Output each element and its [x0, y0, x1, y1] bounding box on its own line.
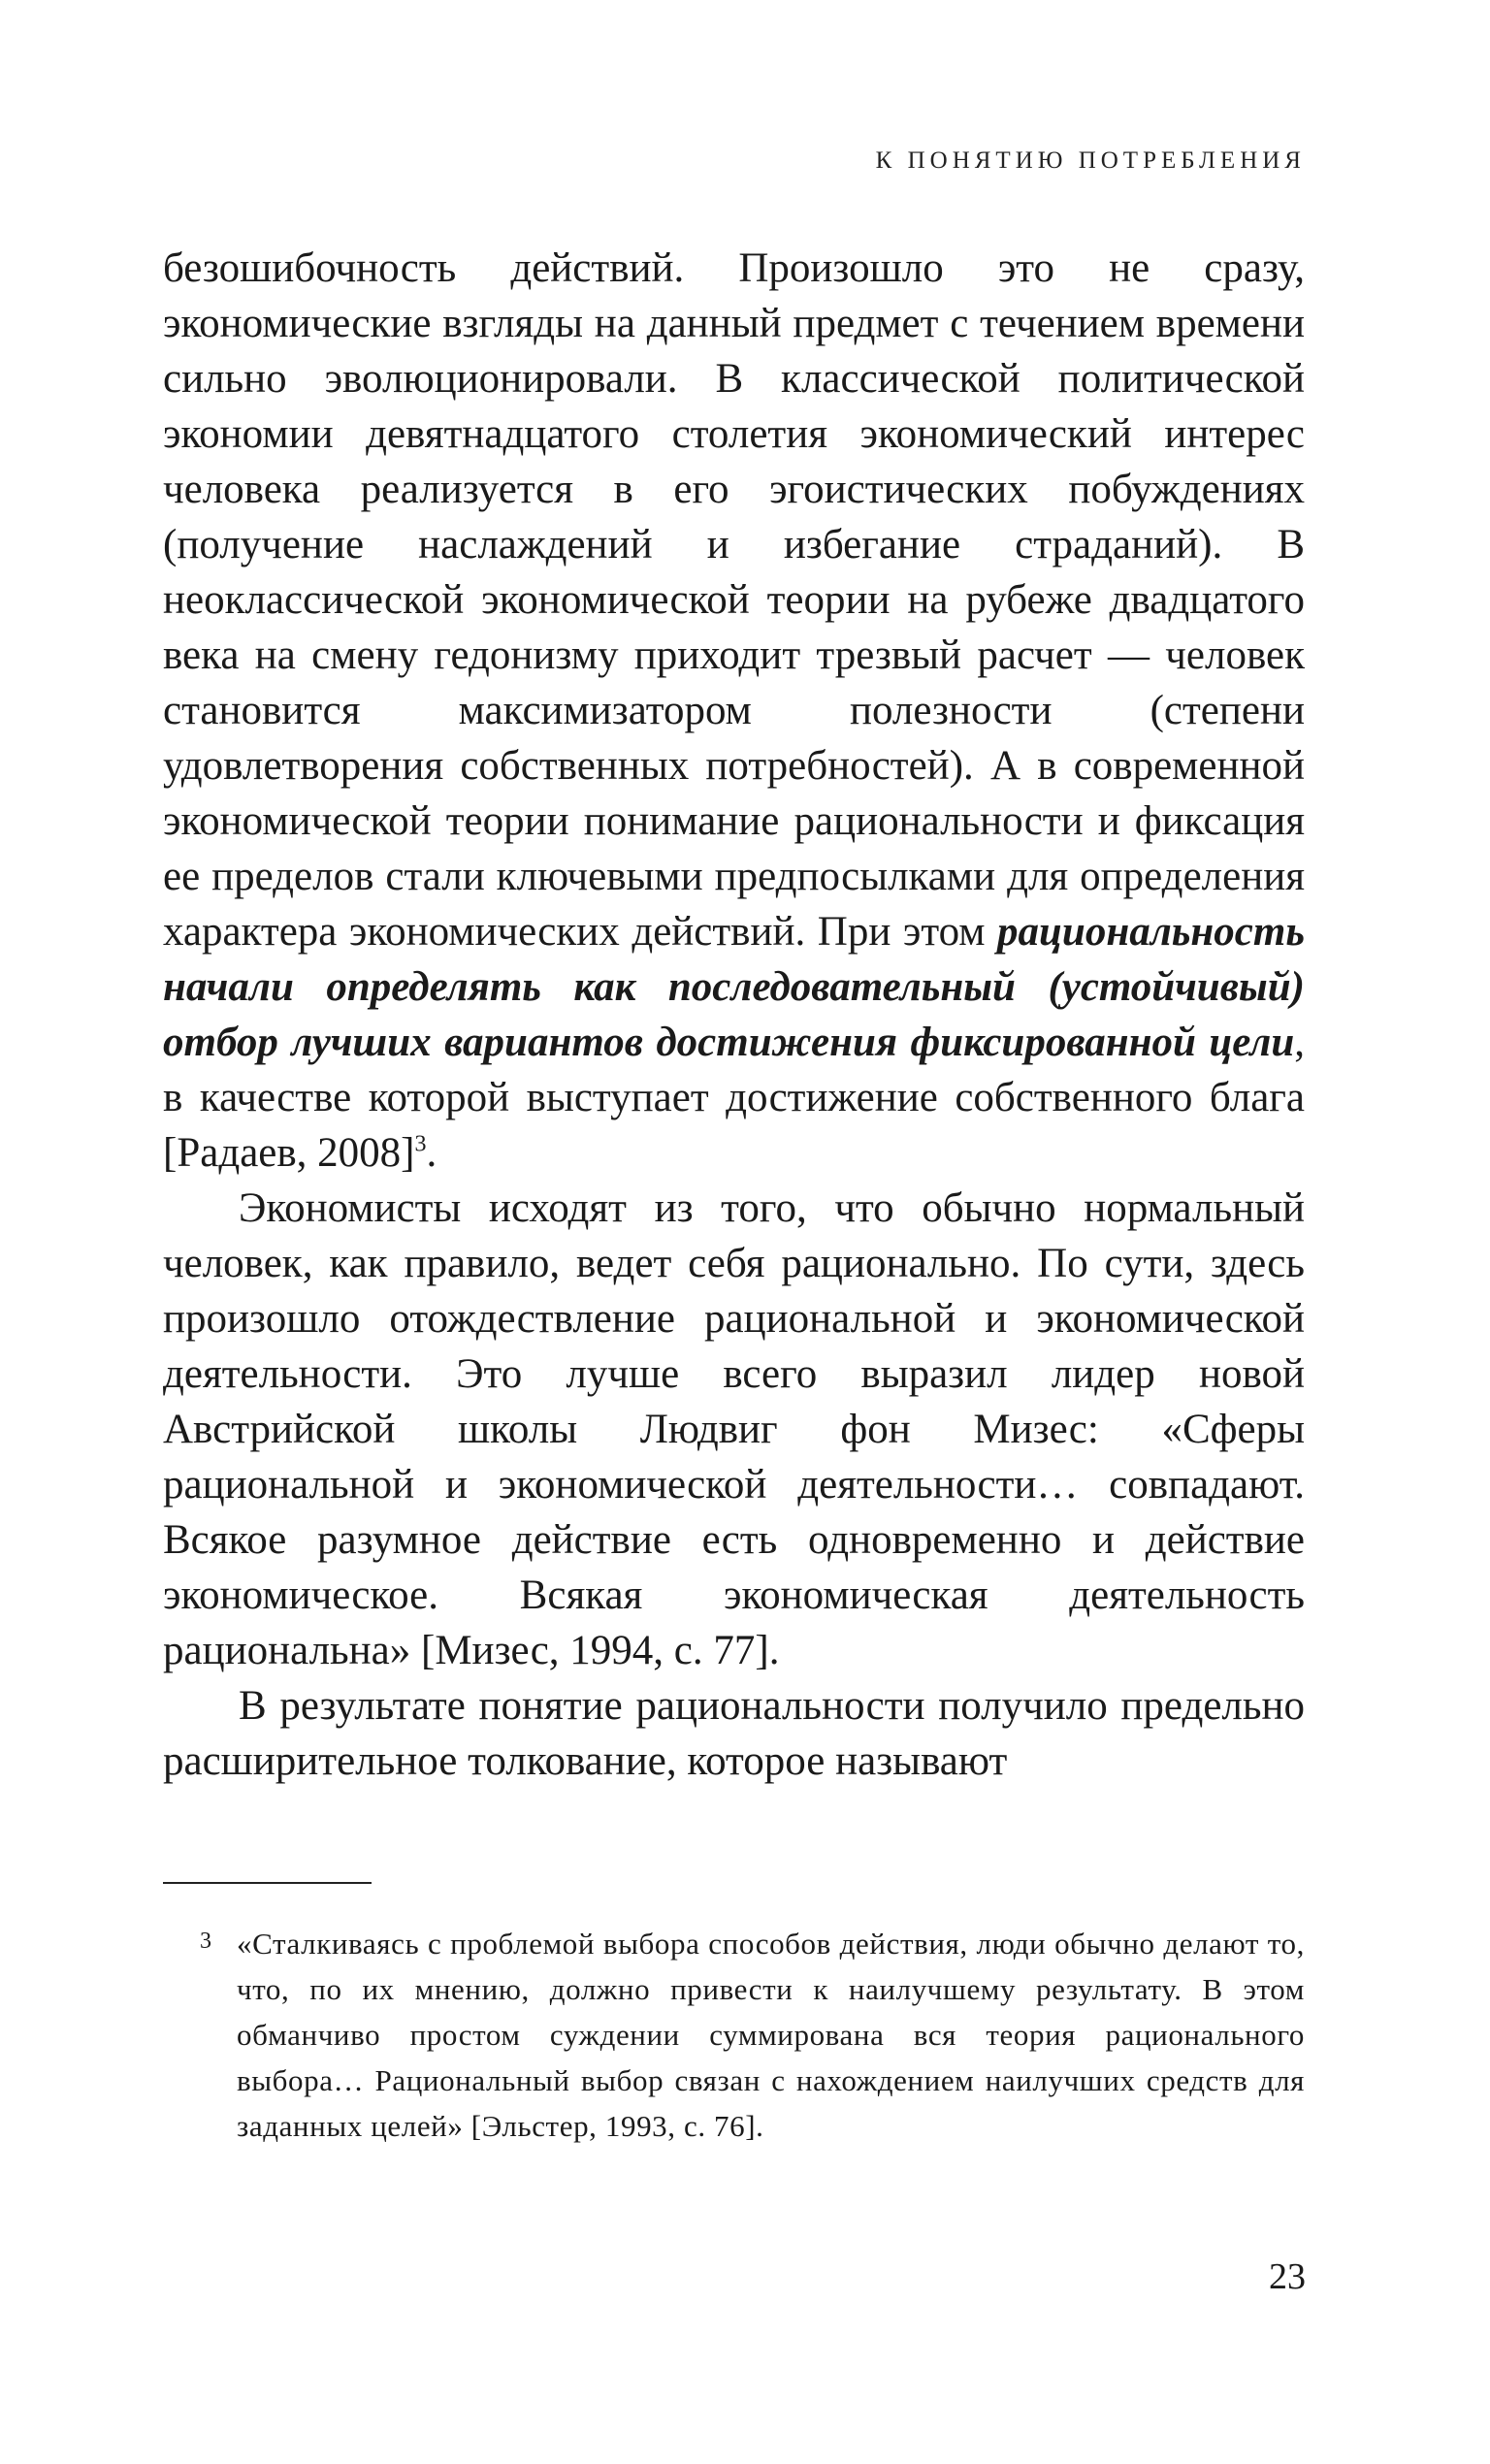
footnote-mark: 3 — [200, 1929, 212, 1954]
footnote-reference[interactable]: 3 — [414, 1131, 427, 1157]
main-text — [163, 241, 1305, 1789]
paragraph-2 — [163, 1181, 1305, 1678]
text-segment: безошибочность действий. Произошло это не сразу, экономические взгляды на данный предмет с течением времени сильно эволюционировали. В классической политической экономии девятнадцатого столетия экономический интерес человека реализуется в его эгоистических побуждениях (получение наслаждений и избегание страданий). В неоклассической экономической теории на рубеже двадцатого века на смену гедонизму приходит трезвый расчет — человек становится максимизатором полезности (степени удовлетворения собственных потребностей). А в современной экономической теории понимание рациональности и фиксация ее пределов стали ключевыми предпосылками для определения характера экономических действий. При этом — [163, 245, 1305, 955]
emphasized-definition: рациональность начали определять как последовательный (устойчивый) отбор лучших вариантов достижения фиксированной цели — [163, 909, 1305, 1065]
page-number: 23 — [1269, 2256, 1306, 2297]
text-segment: , в качестве которой выступает достижение собственного блага [Радаев, 2008] — [163, 1020, 1305, 1176]
footnote-3 — [163, 1919, 1305, 2149]
text-segment: Экономисты исходят из того, что обычно нормальный человек, как правило, ведет себя рационально. По сути, здесь произошло отождествление рациональной и экономической деятельности. Это лучше всего выразил лидер новой Австрийской школы Людвиг фон Мизес: «Сферы рациональной и экономической деятельности… совпадают. Всякое разумное действие есть одновременно и действие экономическое. Всякая экономическая деятельность рациональна» [Мизес, 1994, с. 77]. — [163, 1185, 1305, 1673]
paragraph-3 — [163, 1678, 1305, 1789]
text-segment: . — [426, 1130, 437, 1176]
text-segment: В результате понятие рациональности получило предельно расширительное толкование, которое называют — [163, 1683, 1305, 1784]
paragraph-1 — [163, 241, 1305, 1181]
running-head: К ПОНЯТИЮ ПОТРЕБЛЕНИЯ — [875, 147, 1306, 174]
footnote-text: «Сталкиваясь с проблемой выбора способов действия, люди обычно делают то, что, по их мнению, должно привести к наилучшему результату. В этом обманчиво простом суждении суммирована вся теория рационального выбора… Рациональный выбор связан с нахождением наилучших средств для заданных целей» [Эльстер, 1993, с. 76]. — [237, 1927, 1305, 2143]
footnote-separator — [163, 1882, 372, 1884]
